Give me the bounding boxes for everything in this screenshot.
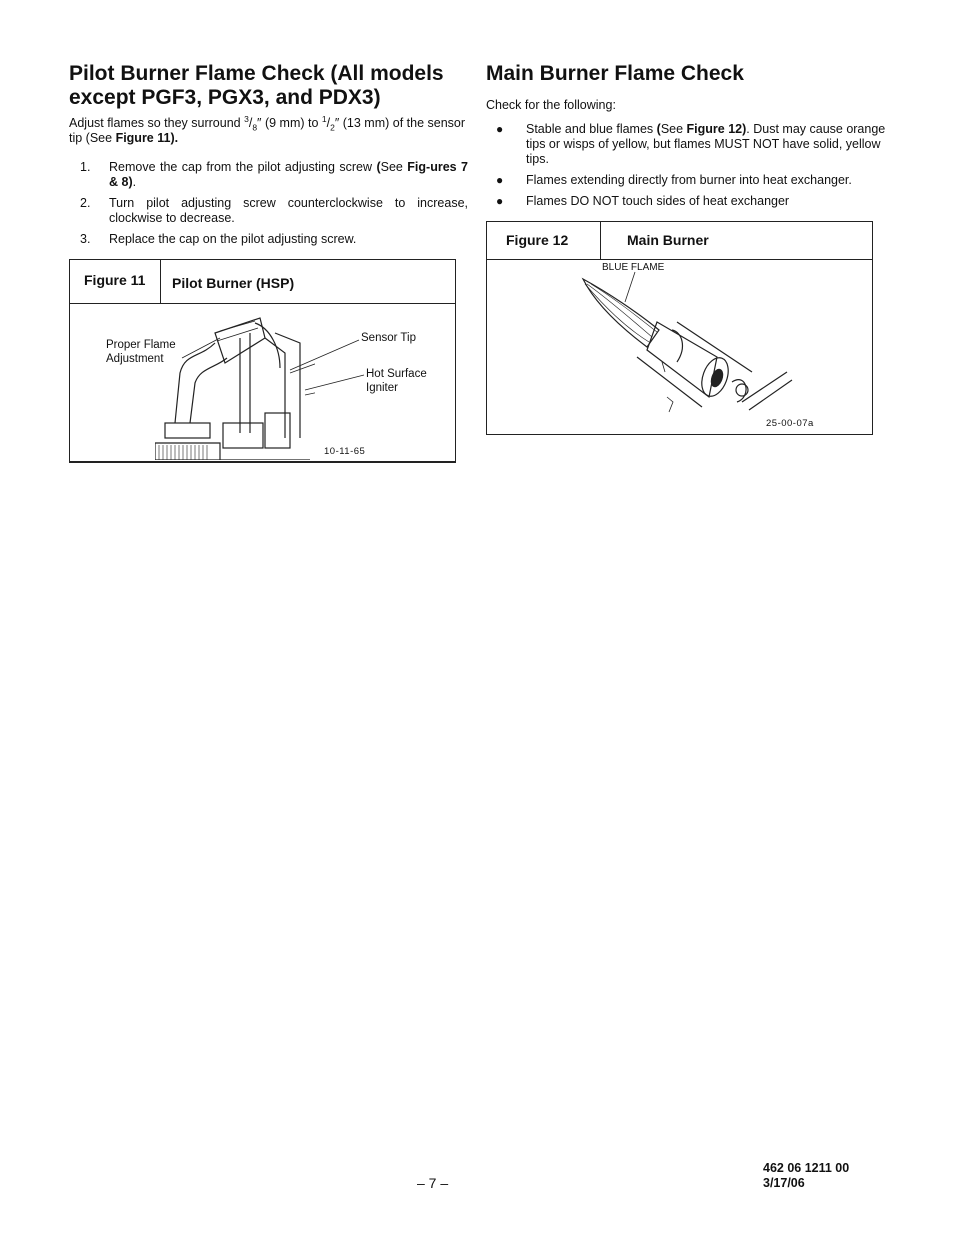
- fraction-denominator: 2: [330, 122, 335, 133]
- label-line: Adjustment: [106, 353, 164, 365]
- fraction-slash: /: [248, 116, 253, 130]
- step-text: See: [380, 160, 408, 174]
- figure-reference: Fig-ures 7 & 8): [109, 160, 468, 189]
- check-intro: Check for the following:: [486, 98, 616, 112]
- pilot-section-heading: Pilot Burner Flame Check (All models except PGF3, PGX3, and PDX3): [69, 62, 444, 109]
- label-line: Hot Surface: [366, 368, 427, 380]
- document-number: 462 06 1211 00: [763, 1161, 850, 1175]
- step-item: [80, 232, 468, 247]
- figure-code: 25-00-07a: [766, 418, 814, 429]
- intro-text: ″ (13 mm) of the sensor tip (See: [69, 116, 466, 145]
- fraction-denominator: 8: [252, 122, 258, 133]
- bullet-item: [496, 173, 888, 188]
- pilot-intro-paragraph: [69, 113, 469, 146]
- main-burner-illustration: [487, 222, 874, 436]
- sensor-tip-label: Sensor Tip: [361, 332, 416, 344]
- fraction-numerator: 3: [244, 113, 249, 124]
- bullet-text: Flames DO NOT touch sides of heat exchanger: [526, 194, 790, 208]
- step-item: [80, 196, 468, 226]
- intro-text: ″ (9 mm) to: [257, 116, 322, 130]
- step-text: Replace the cap on the pilot adjusting screw.: [109, 232, 357, 246]
- bullet-bold-text: (: [656, 122, 661, 136]
- step-number: 3.: [80, 232, 91, 246]
- bullet-icon: ●: [496, 173, 504, 187]
- document-date: 3/17/06: [763, 1176, 805, 1190]
- figure-reference: Figure 11).: [115, 131, 179, 145]
- step-bold-text: (: [376, 160, 381, 174]
- intro-text: Adjust flames so they surround: [69, 116, 245, 130]
- step-number: 1.: [80, 160, 91, 174]
- blue-flame-label: BLUE FLAME: [602, 262, 665, 273]
- bullet-text: Flames extending directly from burner into heat exchanger.: [526, 173, 852, 187]
- fraction-slash: /: [326, 116, 331, 130]
- step-item: [80, 160, 468, 190]
- leader-lines: [70, 260, 457, 464]
- bullet-item: [496, 122, 888, 167]
- main-burner-heading: Main Burner Flame Check: [486, 62, 744, 85]
- check-bullets-list: [496, 122, 888, 215]
- bullet-icon: ●: [496, 122, 504, 136]
- bullet-icon: ●: [496, 194, 504, 208]
- bullet-text: . Dust may cause orange tips or wisps of yellow, but flames MUST NOT have solid, yellow tips.: [526, 122, 886, 166]
- label-line: Igniter: [366, 382, 398, 394]
- fraction-numerator: 1: [321, 113, 327, 124]
- figure-reference: Figure 12): [686, 122, 747, 136]
- step-text: Remove the cap from the pilot adjusting screw: [109, 160, 377, 174]
- bullet-text: See: [660, 122, 687, 136]
- bullet-item: [496, 194, 888, 209]
- figure-number: Figure 12: [487, 222, 601, 259]
- step-number: 2.: [80, 196, 91, 210]
- figure-title: Pilot Burner (HSP): [172, 275, 295, 291]
- figure-title: Main Burner: [627, 232, 709, 248]
- figure-number: Figure 11: [70, 260, 161, 303]
- figure-11-box: [69, 259, 456, 463]
- page-number: – 7 –: [417, 1175, 449, 1191]
- label-line: Proper Flame: [106, 339, 176, 351]
- doc-info: [763, 1161, 849, 1191]
- figure-code: 10-11-65: [324, 446, 366, 457]
- figure-12-box: [486, 221, 873, 435]
- bullet-text: Stable and blue flames: [526, 122, 657, 136]
- pilot-steps-list: [80, 160, 468, 253]
- step-text: Turn pilot adjusting screw counterclockwise to increase, clockwise to decrease.: [109, 196, 468, 225]
- step-text: .: [132, 175, 137, 189]
